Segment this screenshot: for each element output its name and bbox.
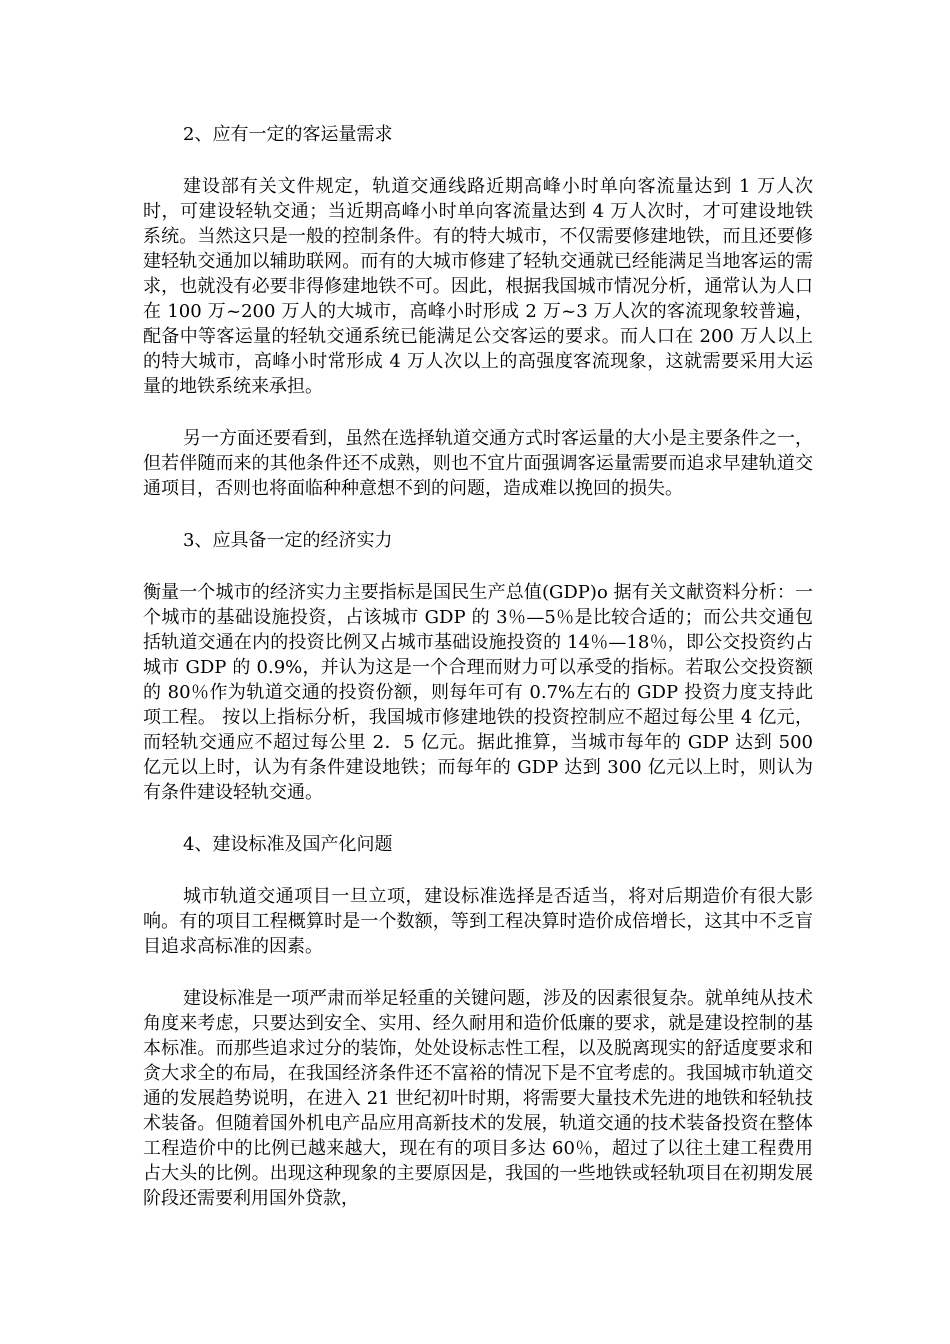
document-body <box>143 122 813 1211</box>
paragraph-construction-standard-equipment: 建设标准是一项严肃而举足轻重的关键问题，涉及的因素很复杂。就单纯从技术角度来考虑，只要达到安全、实用、经久耐用和造价低廉的要求，就是建设控制的基本标准。而那些追求过分的装饰，处处设标志性工程，以及脱离现实的舒适度要求和贪大求全的布局，在我国经济条件还不富裕的情况下是不宜考虑的。我国城市轨道交通的发展趋势说明，在进入 21 世纪初叶时期，将需要大量技术先进的地铁和轻轨技术装备。但随着国外机电产品应用高新技术的发展，轨道交通的技术装备投资在整体工程造价中的比例已越来越大，现在有的项目多达 60％，超过了以往土建工程费用占大头的比例。出现这种现象的主要原因是，我国的一些地铁或轻轨项目在初期发展阶段还需要利用国外贷款， <box>143 988 813 1209</box>
paragraph-economic-strength: 衡量一个城市的经济实力主要指标是国民生产总值(GDP)o 据有关文献资料分析：一个城市的基础设施投资，占该城市 GDP 的 3％—5％是比较合适的；而公共交通包括轨道交通在内的投资比例又占城市基础设施投资的 14％—18％，即公交投资约占城市 GDP 的 0.9%，并认为这是一个合理而财力可以承受的指标。若取公交投资额的 80％作为轨道交通的投资份额，则每年可有 0.7%左右的 GDP 投资力度支持此项工程。 按以上指标分析，我国城市修建地铁的投资控制应不超过每公里 4 亿元，而轻轨交通应不超过每公里 2．5 亿元。据此推算，当城市每年的 GDP 达到 500 亿元以上时，认为有条件建设地铁；而每年的 GDP 达到 300 亿元以上时，则认为有条件建设轻轨交通。 <box>143 582 813 803</box>
paragraph-passenger-volume-caution: 另一方面还要看到，虽然在选择轨道交通方式时客运量的大小是主要条件之一，但若伴随而来的其他条件还不成熟，则也不宜片面强调客运量需要而追求早建轨道交通项目，否则也将面临种种意想不到的问题，造成难以挽回的损失。 <box>143 428 813 499</box>
section-heading-4: 4、建设标准及国产化问题 <box>183 834 393 855</box>
paragraph-construction-standard-cost: 城市轨道交通项目一旦立项，建设标准选择是否适当，将对后期造价有很大影响。有的项目工程概算时是一个数额，等到工程决算时造价成倍增长，这其中不乏盲目追求高标准的因素。 <box>143 886 813 957</box>
paragraph-passenger-volume-standard: 建设部有关文件规定，轨道交通线路近期高峰小时单向客流量达到 1 万人次时，可建设轻轨交通；当近期高峰小时单向客流量达到 4 万人次时，才可建设地铁系统。当然这只是一般的控制条件。有的特大城市，不仅需要修建地铁，而且还要修建轻轨交通加以辅助联网。而有的大城市修建了轻轨交通就已经能满足当地客运的需求，也就没有必要非得修建地铁不可。因此，根据我国城市情况分析，通常认为人口在 100 万~200 万人的大城市，高峰小时形成 2 万~3 万人次的客流现象较普遍，配备中等客运量的轻轨交通系统已能满足公交客运的要求。而人口在 200 万人以上的特大城市，高峰小时常形成 4 万人次以上的高强度客流现象，这就需要采用大运量的地铁系统来承担。 <box>143 176 813 397</box>
paragraph-spacer <box>143 959 813 986</box>
paragraph-spacer <box>143 399 813 426</box>
section-heading-2: 2、应有一定的客运量需求 <box>183 124 393 145</box>
paragraph-spacer <box>143 553 813 580</box>
paragraph-spacer <box>143 857 813 884</box>
section-heading-3: 3、应具备一定的经济实力 <box>183 530 393 551</box>
paragraph-spacer <box>143 501 813 528</box>
paragraph-spacer <box>143 805 813 832</box>
paragraph-spacer <box>143 147 813 174</box>
